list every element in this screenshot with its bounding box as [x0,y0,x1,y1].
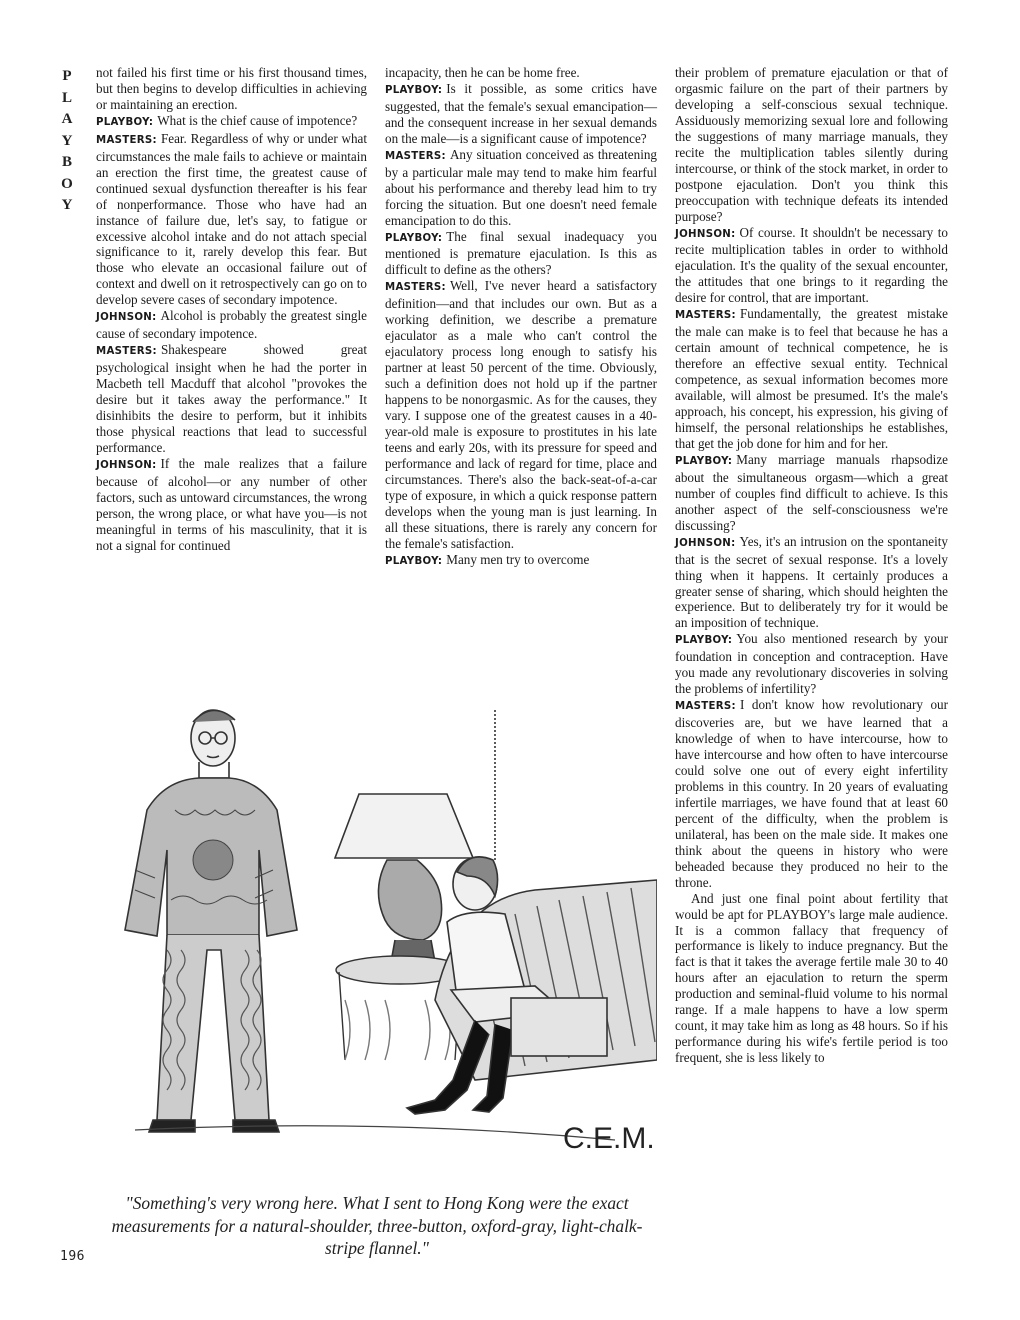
paragraph-text: Many men try to overcome [446,551,590,567]
speaker-label: PLAYBOY: [675,455,733,467]
paragraph-text: Well, I've never heard a satisfactory definition—and that includes our own. But as a working definition, we describe a premature ejaculator as a male who can't control the ejaculatory process long enough to satisfy his partner at least 50 percent of the time. Obviously, such a definition does not hold up if the partner happens to be nonorgasmic. As for the causes, they vary. I suppose one of the greatest causes in a 40-year-old male is exposure to prostitutes in his late teens and early 20s, with its pressure for speed and performance and lack of regard for time, place and circumstances. There's also the back-seat-of-a-car type of exposure, in which a quick response pattern develops when the young man is just learning. In all these situations, there is rarely any concern for the female's satisfaction. [385,278,657,551]
paragraph-text: Any situation conceived as threatening by a particular male may tend to make him fearful about his performance and thereby lead him to try forcing the situation. But one doesn't need female emancipation to do this. [385,146,657,228]
paragraph [96,342,367,456]
paragraph [96,456,367,554]
paragraph [675,631,948,697]
man-figure [125,710,297,1132]
paragraph-text: The final sexual inadequacy you mentioned is premature ejaculation. Is this as difficult to define as the others? [385,228,657,278]
masthead-letter: A [61,111,73,127]
masthead-letter: B [61,154,72,170]
speaker-label: PLAYBOY: [385,84,443,96]
paragraph-text: Alcohol is probably the greatest single cause of secondary impotence. [96,308,367,342]
text-column-2 [385,65,657,570]
paragraph [96,65,367,113]
paragraph-text: Shakespeare showed great psychological insight when he had the porter in Macbeth tell Macduff that alcohol "provokes the desire but it takes away the performance." It disinhibits the desire to perform, but it inhibits those physical reactions that lead to successful performance. [96,342,367,455]
paragraph [96,308,367,342]
paragraph-text: Many marriage manuals rhapsodize about the simultaneous orgasm—which a great number of couples find difficult to achieve. Is this another aspect of the self-consciousness we're discussing? [675,451,948,533]
paragraph [385,552,657,570]
paragraph-text: Fundamentally, the greatest mistake the male can make is to feel that because he has a certain amount of technical competence, he is therefore an effective sexual entity. Technical competence, as sexual information becomes more available, will almost be presumed. It's the male's approach, his concept, his expression, his giving of himself, the personal relationships he establishes, that get the job done for him and for her. [675,306,948,451]
paragraph [675,452,948,534]
cartoonist-signature: C.E.M. [563,1122,655,1155]
masthead-letter: O [61,175,73,192]
cartoon-illustration [95,700,657,1178]
paragraph-text: Yes, it's an intrusion on the spontaneity that is the secret of sexual response. It's a lovely thing when it happens. It certainly produces a greater sense of sharing, which should heighten the experience. But to deliberately try for it would be an imposition of technique. [675,533,948,631]
text-column-1 [96,65,367,554]
speaker-label: MASTERS: [675,310,736,322]
paragraph [675,534,948,632]
book [511,998,607,1056]
speaker-label: MASTERS: [96,134,157,146]
paragraph [675,225,948,307]
paragraph [675,697,948,890]
paragraph-text: You also mentioned research by your foundation in conception and contraception. Have you made any revolutionary discoveries in solving the problems of infertility? [675,631,948,697]
paragraph [675,306,948,452]
speaker-label: MASTERS: [96,346,157,358]
speaker-label: MASTERS: [675,701,736,713]
masthead-letter: Y [61,197,73,213]
paragraph-text: their problem of premature ejaculation or that of orgasmic failure on the part of their partners by developing a self-conscious sexual technique. Assiduously memorizing sexual lore and following the suggestions of many marriage manuals, they recite the multiplication tables silently during intercourse, or think of the stock market, in order to postpone ejaculation. Don't you think this preoccupation with technique defeats its intended purpose? [675,65,948,224]
paragraph [675,891,948,1066]
speaker-label: PLAYBOY: [385,232,443,244]
paragraph-text: incapacity, then he can be home free. [385,65,580,80]
speaker-label: JOHNSON: [96,459,157,471]
paragraph [385,147,657,229]
paragraph-text: What is the chief cause of impotence? [157,112,358,128]
page-number: 196 [60,1249,85,1264]
speaker-label: MASTERS: [385,150,446,162]
speaker-label: PLAYBOY: [675,635,733,647]
masthead-letter: P [62,68,72,84]
paragraph-text: Is it possible, as some critics have suggested, that the female's sexual emancipation—and the consequent increase in her sexual demands on the male—is a significant cause of impotence? [385,80,657,146]
paragraph [385,81,657,147]
paragraph-text: And just one final point about fertility that would be apt for PLAYBOY's large male audience. It is a common fallacy that frequency of performance is likely to induce pregnancy. But the fact is that it takes the average fertile male 30 to 40 hours after an ejaculation to return the sperm production and seminal-fluid volume to his normal range. If a male happens to have a low sperm count, it may take him as long as 48 hours. So if his performance during his wife's fertile period is too frequent, she is less likely to [675,890,948,1066]
paragraph-text: If the male realizes that a failure because of alcohol—or any number of other factors, such as untoward circumstances, the wrong person, the wrong place, or what have you—is not meaningful in terms of his masculinity, that it is not a signal for continued [96,455,367,553]
paragraph [385,65,657,81]
speaker-label: MASTERS: [385,282,446,294]
paragraph [96,113,367,131]
paragraph-text: Of course. It shouldn't be necessary to recite multiplication tables in order to withhold ejaculation. It's the quality of the sexual encounter, the attitudes that one brings to it regarding the desire for control, that are important. [675,224,948,306]
cartoon-caption: "Something's very wrong here. What I sent to Hong Kong were the exact measurements for a natural-shoulder, three-button, oxford-gray, light-chalk-stripe flannel." [111,1193,643,1258]
paragraph-text: not failed his first time or his first thousand times, but then begins to develop difficulties in achieving or maintaining an erection. [96,65,367,112]
speaker-label: JOHNSON: [675,228,736,240]
masthead-letter: L [61,89,72,106]
paragraph [96,131,367,308]
paragraph-text: Fear. Regardless of why or under what circumstances the male fails to achieve or maintain an erection the first time, the greatest cause of continued sexual dysfunction thereafter is his fear of nonperformance. Those who have had an instance of failure due, let's say, to fatigue or excessive alcohol intake and do not attach special significance to it, rarely develop this fear. But those who elevate an occasional failure out of context and dwell on it retrospectively can go on to develop severe cases of secondary impotence. [96,130,367,308]
paragraph [385,229,657,279]
masthead-letter: Y [61,132,73,149]
speaker-label: PLAYBOY: [385,555,443,567]
paragraph [675,65,948,225]
speaker-label: JOHNSON: [675,537,736,549]
magazine-masthead [58,66,76,217]
speaker-label: PLAYBOY: [96,116,154,128]
text-column-3 [675,65,948,1066]
speaker-label: JOHNSON: [96,312,157,324]
paragraph-text: I don't know how revolutionary our discoveries are, but we have learned that a knowledge of when to have intercourse, how to have intercourse and how often to have intercourse could solve one out of every eight infertility problems in this country. In 20 years of evaluating infertile marriages, we have found that at least 60 percent of the difficulty, when the problem is unilateral, has been on the male side. It makes one think about the queens in history who were beheaded because they produced no heir to the throne. [675,697,948,890]
paragraph [385,278,657,551]
